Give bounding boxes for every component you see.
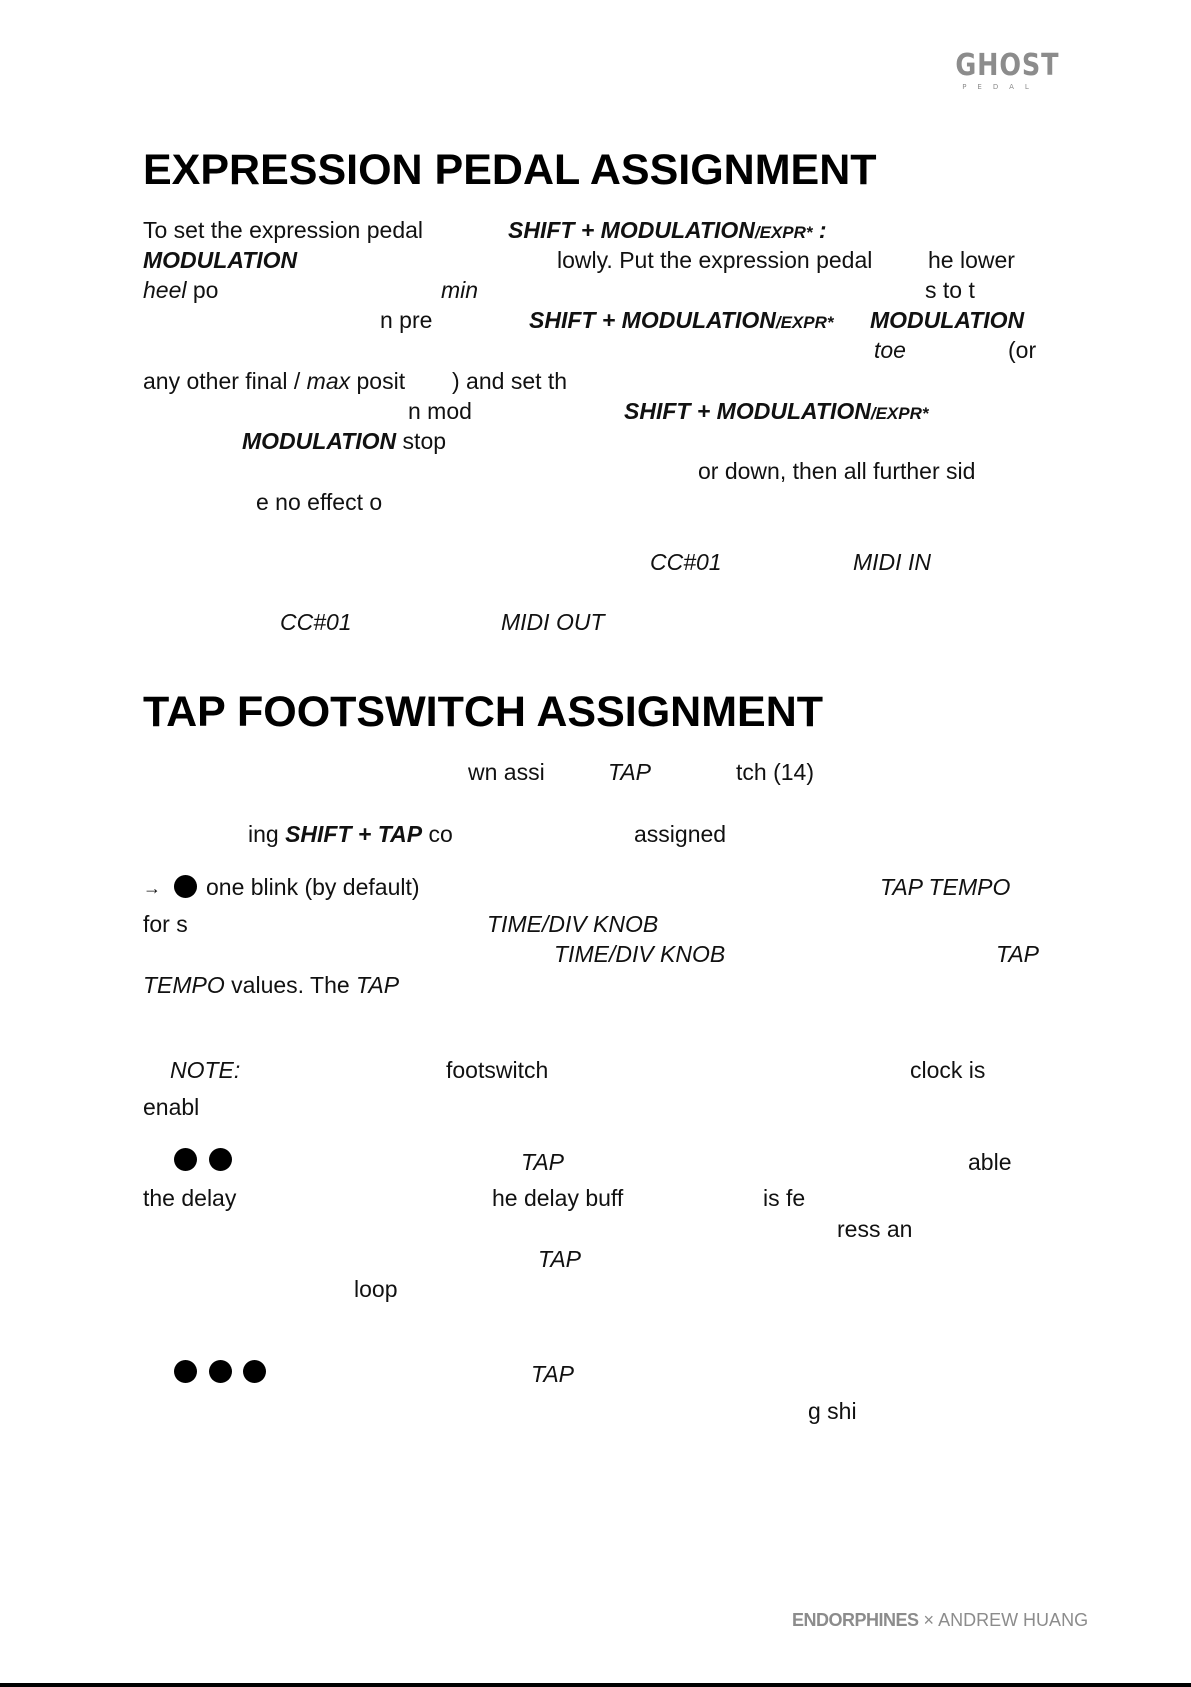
footer-separator: × xyxy=(918,1610,939,1630)
arrow-icon: → xyxy=(143,878,161,898)
tap-line-1a: wn assi xyxy=(468,759,545,785)
blink-dot-icon xyxy=(243,1360,266,1383)
blink-dot-icon xyxy=(209,1360,232,1383)
expr-line-4f: MODULATION xyxy=(870,307,1025,333)
tap-line-1c: tch (14) xyxy=(736,759,814,785)
expr-line-1a: To set the expression pedal xyxy=(143,217,424,243)
logo-subtitle: PEDAL xyxy=(962,83,1040,91)
tap-line-5a: TIME/DIV KNOB xyxy=(554,941,726,967)
tap-line-4a: for s xyxy=(143,911,188,937)
blink-dot-icon xyxy=(174,1360,197,1383)
tap-line-2f: assigned xyxy=(634,821,727,847)
tap-line-3b: TAP TEMPO xyxy=(880,874,1011,900)
expr-line-11a: CC#01 xyxy=(650,549,722,575)
expr-line-3d: s to t xyxy=(925,277,975,303)
tap-line-14: TAP xyxy=(531,1361,575,1387)
expr-line-9: or down, then all further sid xyxy=(698,458,976,484)
tap-line-9b: able xyxy=(968,1149,1012,1175)
blink-dot-icon xyxy=(174,875,197,898)
tap-line-6: TEMPO values. The TAP xyxy=(143,972,400,998)
expr-line-8: MODULATION stop xyxy=(242,428,447,454)
blink-dot-icon xyxy=(209,1148,232,1171)
expr-line-7a: n mod xyxy=(408,398,472,424)
tap-line-9a: TAP xyxy=(521,1149,565,1175)
expr-line-10: e no effect o xyxy=(256,489,383,515)
tap-line-10a: the delay xyxy=(143,1185,237,1211)
tap-line-11: ress an xyxy=(837,1216,913,1242)
tap-line-1b: TAP xyxy=(608,759,652,785)
expr-line-2a: MODULATION xyxy=(143,247,298,273)
expr-line-7b: SHIFT + MODULATION/EXPR* xyxy=(624,398,929,424)
tap-line-2: ing SHIFT + TAP co xyxy=(248,821,453,847)
tap-note-label: NOTE: xyxy=(170,1057,241,1083)
footer-credit xyxy=(792,1610,1088,1631)
blink-dot-icon xyxy=(174,1148,197,1171)
tap-line-3a: one blink (by default) xyxy=(206,874,420,900)
expr-line-11b: MIDI IN xyxy=(853,549,931,575)
expr-line-3c: min xyxy=(441,277,479,303)
tap-line-8: enabl xyxy=(143,1094,200,1120)
expression-pedal-heading: EXPRESSION PEDAL ASSIGNMENT xyxy=(143,146,877,194)
expr-line-12a: CC#01 xyxy=(280,609,352,635)
tap-line-7b: footswitch xyxy=(446,1057,549,1083)
tap-line-7c: clock is xyxy=(910,1057,986,1083)
tap-line-4b: TIME/DIV KNOB xyxy=(487,911,659,937)
tap-line-13: loop xyxy=(354,1276,398,1302)
tap-line-10c: is fe xyxy=(763,1185,806,1211)
expr-line-3a: heel po xyxy=(143,277,219,303)
tap-line-15: g shi xyxy=(808,1398,857,1424)
ghost-pedal-logo xyxy=(948,48,1060,92)
expr-line-6d: ) and set th xyxy=(452,368,568,394)
tap-footswitch-heading: TAP FOOTSWITCH ASSIGNMENT xyxy=(143,688,824,736)
tap-line-12: TAP xyxy=(538,1246,582,1272)
expr-line-12b: MIDI OUT xyxy=(501,609,605,635)
expr-line-4b: SHIFT + MODULATION/EXPR* xyxy=(529,307,834,333)
logo-wordmark: GHOST xyxy=(955,48,1060,83)
expr-line-1b: SHIFT + MODULATION/EXPR* : xyxy=(508,217,827,243)
expr-line-2c: he lower xyxy=(928,247,1015,273)
expr-line-5b: (or xyxy=(1008,337,1037,363)
expr-line-2b: lowly. Put the expression pedal xyxy=(557,247,873,273)
tap-line-10b: he delay buff xyxy=(492,1185,624,1211)
expr-line-5a: toe xyxy=(874,337,906,363)
expr-line-6: any other final / max posit xyxy=(143,368,406,394)
footer-partner: ANDREW HUANG xyxy=(938,1610,1089,1630)
expr-line-4a: n pre xyxy=(380,307,433,333)
bottom-border xyxy=(0,1683,1191,1687)
footer-brand: ENDORPHINES xyxy=(792,1610,919,1630)
tap-line-5b: TAP xyxy=(996,941,1040,967)
